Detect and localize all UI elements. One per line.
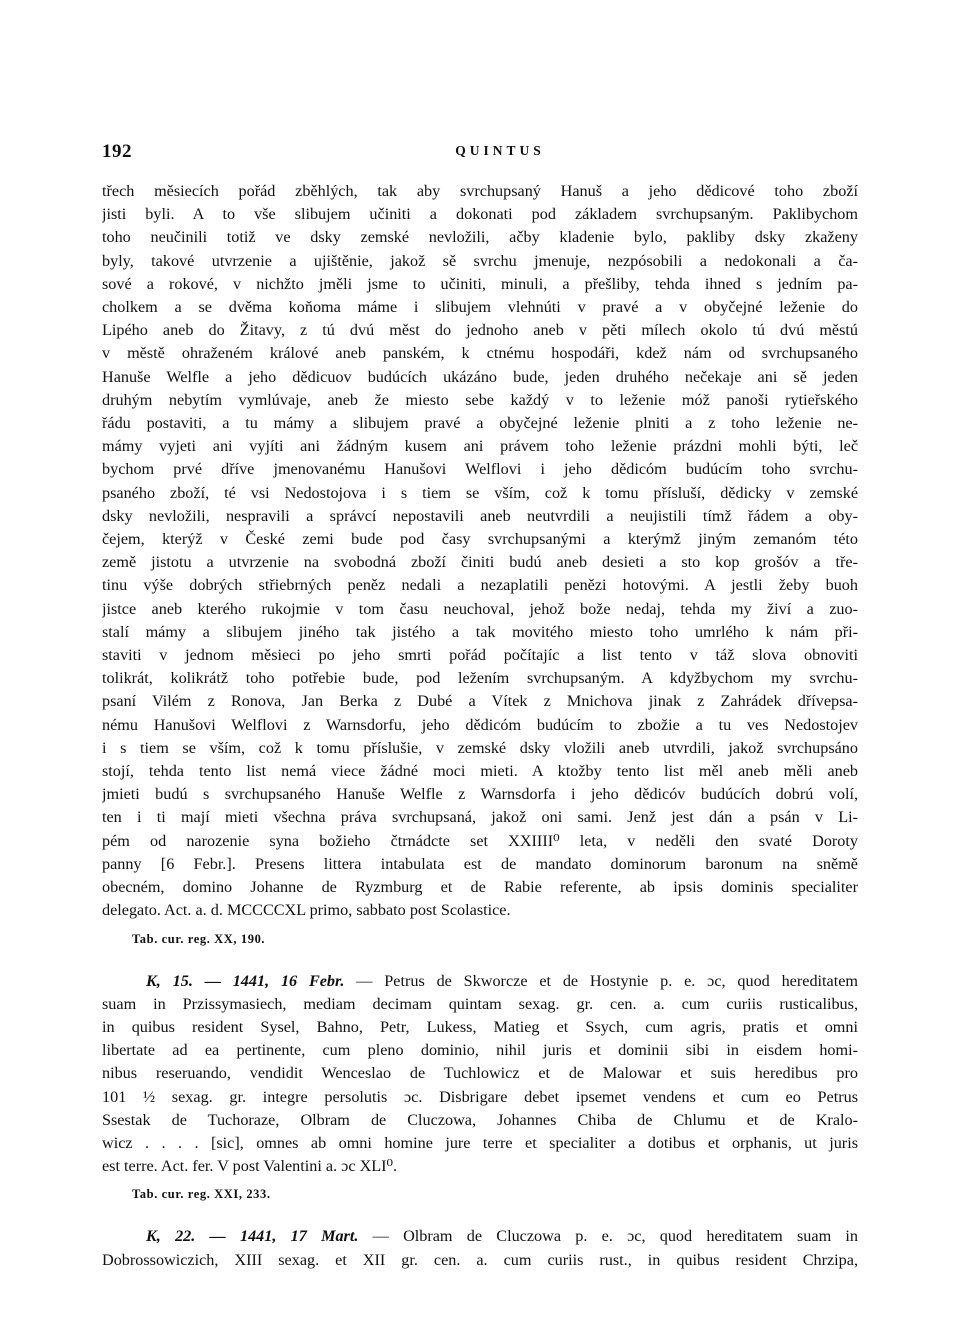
- text-line-content: psaní Vilém z Ronova, Jan Berka z Dubé a Vítek z Mnichova jinak z Zahrádek dřívepsa-: [102, 692, 858, 711]
- text-line-content: panny [6 Febr.]. Presens littera intabulata est de mandato dominorum baronum na sněmě: [102, 854, 858, 873]
- text-line: [102, 319, 858, 342]
- entry-k22: [102, 1225, 858, 1271]
- text-line: [102, 1086, 858, 1109]
- text-line: [102, 621, 858, 644]
- text-line-content: wicz . . . . [sic], omnes ab omni homine jure terre et specialiter a dotibus et orphanis, ut juris: [102, 1133, 858, 1152]
- text-line-content: Lipého aneb do Žitavy, z tú dvú měst do jednoho aneb v pěti mílech okolo tú dvú městú: [102, 321, 858, 340]
- text-line-content: dsky nevložili, nespravili a správcí nepostavili aneb neutvrdili a neujistili tímž řádem a oby-: [102, 506, 858, 525]
- text-line: [102, 806, 858, 829]
- text-line-content: mámy vyjeti ani vyjíti ani žádným kusem ani právem toho leženie prázdni mohli býti, leč: [102, 437, 858, 456]
- running-title: QUINTUS: [455, 143, 545, 158]
- text-line-content: byly, takové utvrzenie a ujištěnie, jakož sě svrchu jmenuje, nezpósobili a nedokonali a ča-: [102, 251, 858, 270]
- text-line-content: stojí, tehda tento list nemá viece žádné moci mieti. A ktožby tento list měl aneb měli aneb: [102, 762, 858, 781]
- text-line: [102, 737, 858, 760]
- text-line: [102, 1155, 858, 1178]
- text-line: [102, 250, 858, 273]
- text-line-content: Hanuše Welfle a jeho dědicuov budúcích ukázáno bude, jeden druhého nečekaje ani sě jeden: [102, 367, 858, 386]
- text-line-content: psaného zboží, té vsi Nedostojova i s tiem se vším, což k tomu přísluší, dědicky v zemské: [102, 483, 858, 502]
- text-line-content: suam in Przissymasiech, mediam decimam quintam sexag. gr. cen. a. cum curiis rusticalibus,: [102, 994, 858, 1013]
- text-line: [102, 667, 858, 690]
- text-line-content: v městě ohraženém králové aneb panském, k ctnému hospodáři, kdež nám od svrchupsaného: [102, 344, 858, 363]
- text-line: [102, 1016, 858, 1039]
- text-line-content: — Petrus de Skworcze et de Hostynie p. e. ɔc, quod hereditatem: [344, 971, 858, 990]
- text-line: [102, 760, 858, 783]
- text-line: [102, 273, 858, 296]
- text-line: [102, 505, 858, 528]
- entry-reference: K, 15. — 1441, 16 Febr.: [146, 971, 345, 990]
- text-line: [102, 180, 858, 203]
- text-line-content: tinu výše dobrých střiebrných peněz nedali a nezaplatili penězi hotovými. A jestli žeby buoh: [102, 576, 858, 595]
- text-line: [102, 993, 858, 1016]
- entry-k15: [102, 970, 858, 1179]
- text-line: [102, 598, 858, 621]
- text-line-content: stalí mámy a slibujem jiného tak jistého a tak movitého miesto toho umrlého k nám při-: [102, 622, 858, 641]
- text-line: [102, 296, 858, 319]
- text-line: [102, 714, 858, 737]
- text-line-content: sové a rokové, v nichžto jměli jsme to učiniti, minuli, a přešliby, tehda ihned s jedním pa-: [102, 274, 858, 293]
- text-line-content: cholkem a se dvěma koňoma máme i slibujem vlehnúti v pravé a v obyčejné leženie do: [102, 298, 858, 317]
- source-reference: Tab. cur. reg. XX, 190.: [132, 931, 266, 946]
- text-line-content: druhým nebytím vymlúvaje, aneb že miesto sebe každý v to leženie móž panoši rytieřského: [102, 390, 858, 409]
- text-line: [102, 435, 858, 458]
- spacer: [102, 948, 858, 970]
- text-line-content: Ssestak de Tuchoraze, Olbram de Cluczowa, Johannes Chiba de Chlumu et de Kralo-: [102, 1110, 858, 1129]
- text-line-content: Dobrossowiczich, XIII sexag. et XII gr. cen. a. cum curiis rust., in quibus resident Chrzipa,: [102, 1250, 858, 1269]
- text-line-content: pém od narozenie syna božieho čtrnádcte set XXIIII⁰ leta, v neděli den svaté Doroty: [102, 831, 858, 850]
- text-line: [102, 970, 858, 993]
- text-line: [102, 644, 858, 667]
- text-line-content: jmieti budú s svrchupsaného Hanuše Welfle z Warnsdorfa i jeho dědicóv budúcích dobrú volí,: [102, 785, 858, 804]
- text-line-content: obecném, domino Johanne de Ryzmburg et de Rabie referente, ab ipsis dominis specialiter: [102, 878, 858, 897]
- text-line: [102, 899, 858, 922]
- text-line-content: 101 ½ sexag. gr. integre persolutis ɔc. Disbrigare debet ipsemet vendens et cum eo Petrus: [102, 1087, 858, 1106]
- text-line: [102, 830, 858, 853]
- text-line-content: est terre. Act. fer. V post Valentini a. ɔc XLI⁰.: [102, 1157, 398, 1176]
- text-line-content: třech měsiecích pořád zběhlých, tak aby svrchupsaný Hanuš a jeho dědicové toho zboží: [102, 182, 858, 200]
- text-line: [102, 690, 858, 713]
- text-line-content: čejem, kterýž v České zemi bude pod časy svrchupsanými a kterýmž jiným zemanóm této: [102, 530, 858, 549]
- text-line: [102, 1132, 858, 1155]
- text-line: [102, 528, 858, 551]
- page-number: 192: [102, 141, 132, 162]
- text-line-content: — Olbram de Cluczowa p. e. ɔc, quod hereditatem suam in: [358, 1227, 858, 1246]
- text-line: [102, 1225, 858, 1248]
- text-line: [102, 389, 858, 412]
- text-line: [102, 1039, 858, 1062]
- text-line-content: jisti byli. A to vše slibujem učiniti a dokonati pod základem svrchupsaným. Paklibychom: [102, 205, 858, 224]
- text-line-content: bychom prvé dříve jmenovanému Hanušovi Welflovi i jeho dědicóm budúcím toho svrchu-: [102, 460, 858, 479]
- spacer: [102, 1203, 858, 1225]
- text-line-content: libertate ad ea pertinente, cum pleno dominio, nihil juris et dominii sibi in eisdem homi-: [102, 1041, 858, 1060]
- text-line-content: in quibus resident Sysel, Bahno, Petr, Lukess, Matieg et Ssych, cum agris, pratis et omni: [102, 1017, 858, 1036]
- body-text: [102, 180, 858, 1272]
- text-line: [102, 1249, 858, 1272]
- text-line-content: staviti v jednom měsieci po jeho smrti pořád počítajíc a list tento v táž slova obnoviti: [102, 646, 858, 665]
- text-line-content: ten i ti mají mieti všechna práva svrchupsaná, jakož oni sami. Jenž jest dán a psán v Li-: [102, 808, 858, 827]
- page-header: [102, 141, 858, 163]
- source-reference: Tab. cur. reg. XXI, 233.: [132, 1187, 271, 1202]
- text-line: [102, 1062, 858, 1085]
- text-line: [102, 226, 858, 249]
- text-line-content: tolikrát, kolikrátž toho potřebie bude, pod ležením svrchupsaným. A kdyžbychom my svrchu-: [102, 669, 858, 688]
- text-line-content: řádu postaviti, a tu mámy a slibujem pravé a obyčejné leženie plniti a z toho leženie ne-: [102, 414, 858, 433]
- text-line-content: nému Hanušovi Welflovi z Warnsdorfu, jeho dědicóm budúcím to zbožie a tu ves Nedostojev: [102, 715, 858, 734]
- text-line: [102, 342, 858, 365]
- charter-text-block: [102, 180, 858, 923]
- text-line-content: delegato. Act. a. d. MCCCCXL primo, sabbato post Scolastice.: [102, 901, 511, 920]
- text-line: [102, 853, 858, 876]
- entry-reference: K, 22. — 1441, 17 Mart.: [146, 1227, 359, 1246]
- text-line: [102, 551, 858, 574]
- text-line-content: i s tiem se vším, což k tomu příslušie, v zemské dsky vložili aneb utvrdili, jakož svrchupsáno: [102, 738, 858, 757]
- text-line: [102, 482, 858, 505]
- text-line-content: jistce aneb kterého rukojmie v tom času neuchoval, jehož bože nedaj, tehda my živí a zuo-: [102, 599, 858, 618]
- text-line: [102, 1109, 858, 1132]
- text-line: [102, 876, 858, 899]
- text-line: [102, 783, 858, 806]
- text-line: [102, 412, 858, 435]
- text-line: [102, 458, 858, 481]
- text-line: [102, 574, 858, 597]
- text-line-content: nibus reseruando, vendidit Wenceslao de Tuchlowicz et de Malowar et suis heredibus pro: [102, 1064, 858, 1083]
- text-line: [102, 203, 858, 226]
- text-line: [102, 366, 858, 389]
- text-line-content: země jistotu a utvrzenie na svobodná zboží činiti budú aneb desieti a sto kop grošóv a tře-: [102, 553, 858, 572]
- text-line-content: toho neučinili totiž ve dsky zemské nevložili, ačby kladenie bylo, pakliby dsky zkaženy: [102, 228, 858, 247]
